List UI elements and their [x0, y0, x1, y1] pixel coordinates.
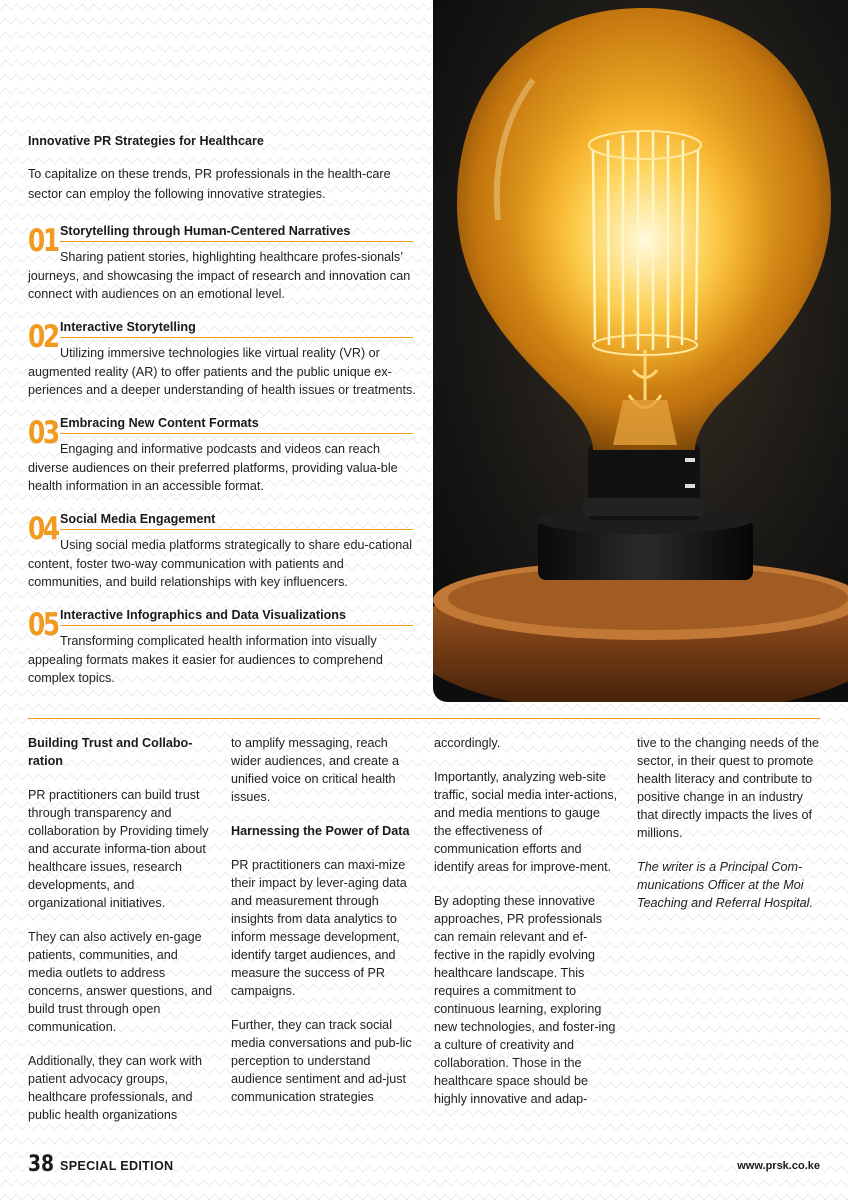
strategy-title: Embracing New Content Formats — [60, 416, 413, 434]
strategy-item — [28, 608, 418, 698]
column-paragraph: They can also actively en-gage patients, communities, and media outlets to address concerns, answer questions, and build trust through open communication. — [28, 930, 213, 1034]
column-paragraph: By adopting these innovative approaches, PR professionals can remain relevant and ef-fective in the rapidly evolving healthcare landscape. This requires a commitment to continuous learning, exploring new technologies, and foster-ing a culture of creativity and collaboration. Those in the healthcare space should be highly innovative and adap- — [434, 894, 616, 1106]
article-column-3 — [434, 734, 620, 1124]
column-paragraph: tive to the changing needs of the sector, in their quest to promote health literacy and contribute to positive change in an industry that directly impacts the lives of millions. — [637, 736, 820, 840]
strategy-body: Utilizing immersive technologies like virtual reality (VR) or augmented reality (AR) to offer patients and the public unique ex-periences and a deeper understanding of health issues or treatments. — [28, 346, 416, 397]
strategy-number: 05 — [28, 607, 58, 643]
article-column-2 — [231, 734, 417, 1122]
strategy-title: Interactive Storytelling — [60, 320, 413, 338]
strategy-title: Interactive Infographics and Data Visualizations — [60, 608, 413, 626]
strategy-item — [28, 416, 418, 506]
article-column-4 — [637, 734, 823, 928]
website-url[interactable]: www.prsk.co.ke — [737, 1160, 820, 1172]
light-bulb-photo — [433, 0, 848, 702]
edition-label: SPECIAL EDITION — [60, 1159, 174, 1173]
column-heading: Harnessing the Power of Data — [231, 824, 410, 838]
section-heading: Innovative PR Strategies for Healthcare — [28, 134, 264, 148]
strategy-number: 03 — [28, 415, 58, 451]
strategy-body: Transforming complicated health information into visually appealing formats makes it easier for audiences to comprehend complex topics. — [28, 634, 383, 685]
column-paragraph: PR practitioners can build trust through transparency and collaboration by Providing timely and accurate informa-tion about healthcare issues, research developments, and organizational initiatives. — [28, 788, 209, 910]
strategy-title: Storytelling through Human-Centered Narratives — [60, 224, 413, 242]
strategy-body: Using social media platforms strategically to share edu-cational content, foster two-way communication with patients and communities, and build relationships with key influencers. — [28, 538, 413, 589]
column-paragraph: accordingly. — [434, 736, 501, 750]
section-divider — [28, 718, 820, 719]
column-paragraph: Further, they can track social media conversations and pub-lic perception to understand audience sentiment and ad-just communication strategies — [231, 1018, 412, 1104]
strategy-item — [28, 224, 418, 314]
strategy-number: 02 — [28, 319, 58, 355]
strategy-body: Sharing patient stories, highlighting healthcare profes-sionals’ journeys, and showcasing the impact of research and innovation can connect with audiences on an emotional level. — [28, 250, 411, 301]
column-paragraph: to amplify messaging, reach wider audiences, and create a unified voice on critical health issues. — [231, 736, 400, 804]
strategy-item — [28, 512, 418, 602]
strategy-item — [28, 320, 418, 410]
column-heading: Building Trust and Collabo-ration — [28, 736, 193, 768]
strategy-number: 04 — [28, 511, 58, 547]
page-number: 38 — [28, 1152, 55, 1177]
strategy-body: Engaging and informative podcasts and videos can reach diverse audiences on their preferred platforms, providing valua-ble health information in an accessible format. — [28, 442, 398, 493]
column-paragraph: PR practitioners can maxi-mize their impact by lever-aging data and measurement through insights from data analytics to inform message development, identify target audiences, and measure the success of PR campaigns. — [231, 858, 407, 998]
column-paragraph: Additionally, they can work with patient advocacy groups, healthcare professionals, and public health organizations — [28, 1054, 203, 1122]
intro-paragraph: To capitalize on these trends, PR professionals in the health-care sector can employ the following innovative strategies. — [28, 167, 391, 201]
strategy-title: Social Media Engagement — [60, 512, 413, 530]
article-column-1 — [28, 734, 214, 1140]
strategy-number: 01 — [28, 223, 58, 259]
author-byline: The writer is a Principal Com-munications Officer at the Moi Teaching and Referral Hospital. — [637, 860, 813, 910]
column-paragraph: Importantly, analyzing web-site traffic, social media inter-actions, and media mentions to gauge the effectiveness of communication efforts and identify areas for improve-ment. — [434, 770, 618, 874]
